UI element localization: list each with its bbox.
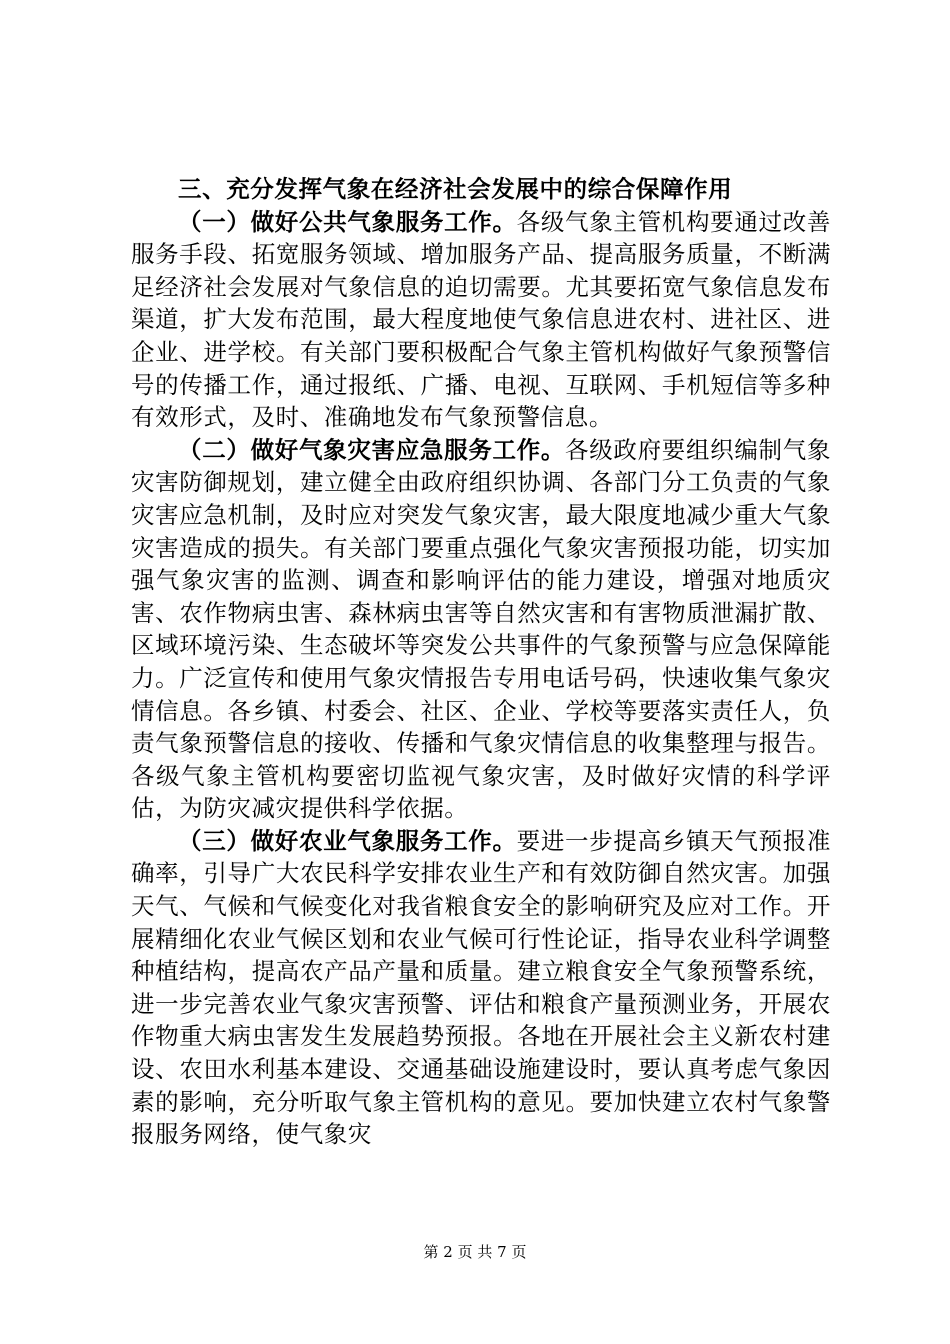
paragraph-public-service — [131, 206, 831, 434]
paragraph-emergency-service — [131, 434, 831, 825]
paragraph-body: 要进一步提高乡镇天气预报准确率，引导广大农民科学安排农业生产和有效防御自然灾害。加强天气、气候和气候变化对我省粮食安全的影响研究及应对工作。开展精细化农业气候区划和农业气候可行性论证，指导农业科学调整种植结构，提高农产品产量和质量。建立粮食安全气象预警系统，进一步完善农业气象灾害预警、评估和粮食产量预测业务，开展农作物重大病虫害发生发展趋势预报。各地在开展社会主义新农村建设、农田水利基本建设、交通基础设施建设时，要认真考虑气象因素的影响，充分听取气象主管机构的意见。要加快建立农村气象警报服务网络，使气象灾 — [131, 826, 831, 1149]
paragraph-title: （二）做好气象灾害应急服务工作。 — [178, 435, 566, 464]
paragraph-body: 各级气象主管机构要通过改善服务手段、拓宽服务领域、增加服务产品、提高服务质量，不断满足经济社会发展对气象信息的迫切需要。尤其要拓宽气象信息发布渠道，扩大发布范围，最大程度地使气象信息进农村、进社区、进企业、进学校。有关部门要积极配合气象主管机构做好气象预警信号的传播工作，通过报纸、广播、电视、互联网、手机短信等多种有效形式，及时、准确地发布气象预警信息。 — [131, 207, 831, 432]
paragraph-agriculture-service — [131, 825, 831, 1151]
paragraph-body: 各级政府要组织编制气象灾害防御规划，建立健全由政府组织协调、各部门分工负责的气象灾害应急机制，及时应对突发气象灾害，最大限度地减少重大气象灾害造成的损失。有关部门要重点强化气象灾害预报功能，切实加强气象灾害的监测、调查和影响评估的能力建设，增强对地质灾害、农作物病虫害、森林病虫害等自然灾害和有害物质泄漏扩散、区域环境污染、生态破坏等突发公共事件的气象预警与应急保障能力。广泛宣传和使用气象灾情报告专用电话号码，快速收集气象灾情信息。各乡镇、村委会、社区、企业、学校等要落实责任人，负责气象预警信息的接收、传播和气象灾情信息的收集整理与报告。各级气象主管机构要密切监视气象灾害，及时做好灾情的科学评估，为防灾减灾提供科学依据。 — [131, 435, 831, 823]
paragraph-title: （三）做好农业气象服务工作。 — [178, 826, 517, 855]
document-body — [131, 173, 831, 1151]
paragraph-title: （一）做好公共气象服务工作。 — [178, 207, 517, 236]
page-footer: 第 2 页 共 7 页 — [423, 1243, 527, 1261]
section-heading: 三、充分发挥气象在经济社会发展中的综合保障作用 — [178, 175, 733, 203]
